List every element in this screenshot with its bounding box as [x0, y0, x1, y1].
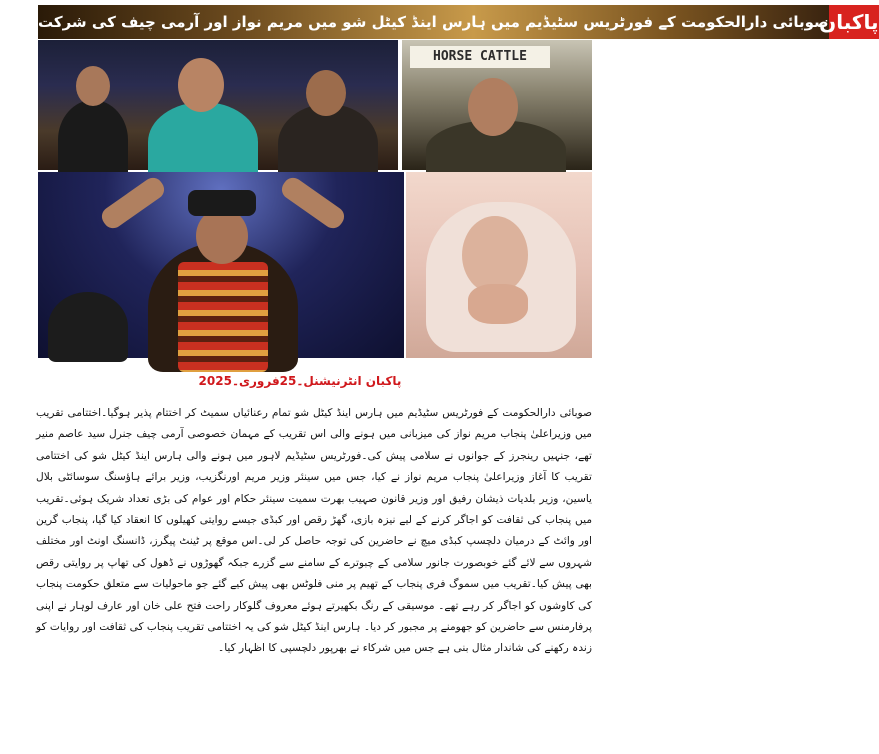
stage-sign: HORSE CATTLE: [410, 46, 550, 68]
cm-head: [462, 216, 528, 294]
cm-hands: [468, 284, 528, 324]
performer-hat: [188, 190, 256, 216]
photo-chief-minister: [406, 172, 592, 358]
performer-arm-left: [98, 174, 168, 232]
article-body: صوبائی دارالحکومت کے فورٹریس سٹیڈیم میں ہارس اینڈ کیٹل شو تمام رعنائیاں سمیٹ کر اختتام پذیر ہوگیا۔اختتامی تقریب میں وزیراعلیٰ پنجاب مریم نواز کی میزبانی میں ہونے والی اس تقریب کے مہمان خصوصی آرمی چیف جنرل سید عاصم منیر تھے، جنہیں رینجرز کے جوانوں نے سلامی پیش کی۔فورٹریس سٹیڈیم لاہور میں ہونے والی ہارس اینڈ کیٹل شو کی اختتامی تقریب کا آغاز وزیراعلیٰ پنجاب مریم نواز نے کیا، جس میں سینئر وزیر مریم اورنگزیب، وزیر برائے ہاؤسنگ سوسائٹی بلال یاسین، وزیر بلدیات ذیشان رفیق اور وزیر قانون صہیب بھرت سمیت سینئر حکام اور عوام کی بڑی تعداد شریک ہوئی۔تقریب میں پنجاب کی ثقافت کو اجاگر کرنے کے لیے نیزہ بازی، گھڑ رقص اور کبڈی جیسے روایتی کھیلوں کا انعقاد کیا گیا، پنجاب گرین اور وائٹ کے درمیان دلچسپ کبڈی میچ نے حاضرین کی توجہ حاصل کر لی۔اس موقع پر ٹینٹ پیگرز، ڈانسنگ اونٹ اور مختلف شہروں سے لائے گئے خوبصورت جانور سلامی کے چبوترے کے سامنے سے گزرے جبکہ گھوڑوں نے ڈھول کی تھاپ پر روایتی رقص بھی پیش کیا۔تقریب میں سموگ فری پنجاب کے تھیم پر منی فلوٹس بھی پیش کیے گئے جو ماحولیات سے متعلق حکومت پنجاب کی کاوشوں کو اجاگر کر رہے تھے۔ موسیقی کے رنگ بکھیرتے ہوئے معروف گلوکار راحت فتح علی خان اور عارف لوہار نے اپنی پرفارمنس سے حاضرین کو جھومنے پر مجبور کر دیا۔ ہارس اینڈ کیٹل شو کی یہ اختتامی تقریب پنجاب کی ثقافت اور روایات کو زندہ رکھنے کی شاندار مثال بنی ہے جس میں شرکاء نے بھرپور دلچسپی کا اظہار کیا۔: [36, 407, 592, 655]
singer-figure-center: [148, 102, 258, 182]
singer-figure-left: [58, 100, 128, 180]
performer-head: [196, 208, 248, 264]
header-banner: [38, 5, 879, 39]
dateline: پاکبان انٹرنیشنل۔25فروری۔2025: [198, 374, 402, 388]
photo-army-chief: [402, 40, 592, 170]
brand-logo: پاکبان: [829, 5, 879, 39]
photo-performer: [38, 172, 404, 358]
musician-figure: [48, 292, 128, 362]
chief-head: [468, 78, 518, 136]
singer-head-left: [76, 66, 110, 106]
headline: صوبائی دارالحکومت کے فورٹریس سٹیڈیم میں ہارس اینڈ کیٹل شو میں مریم نواز اور آرمی چیف کی شرکت: [38, 5, 829, 39]
performer-scarf: [178, 262, 268, 372]
photo-singers-stage: [38, 40, 398, 170]
performer-arm-right: [278, 174, 348, 232]
singer-head-center: [178, 58, 224, 112]
singer-head-right: [306, 70, 346, 116]
